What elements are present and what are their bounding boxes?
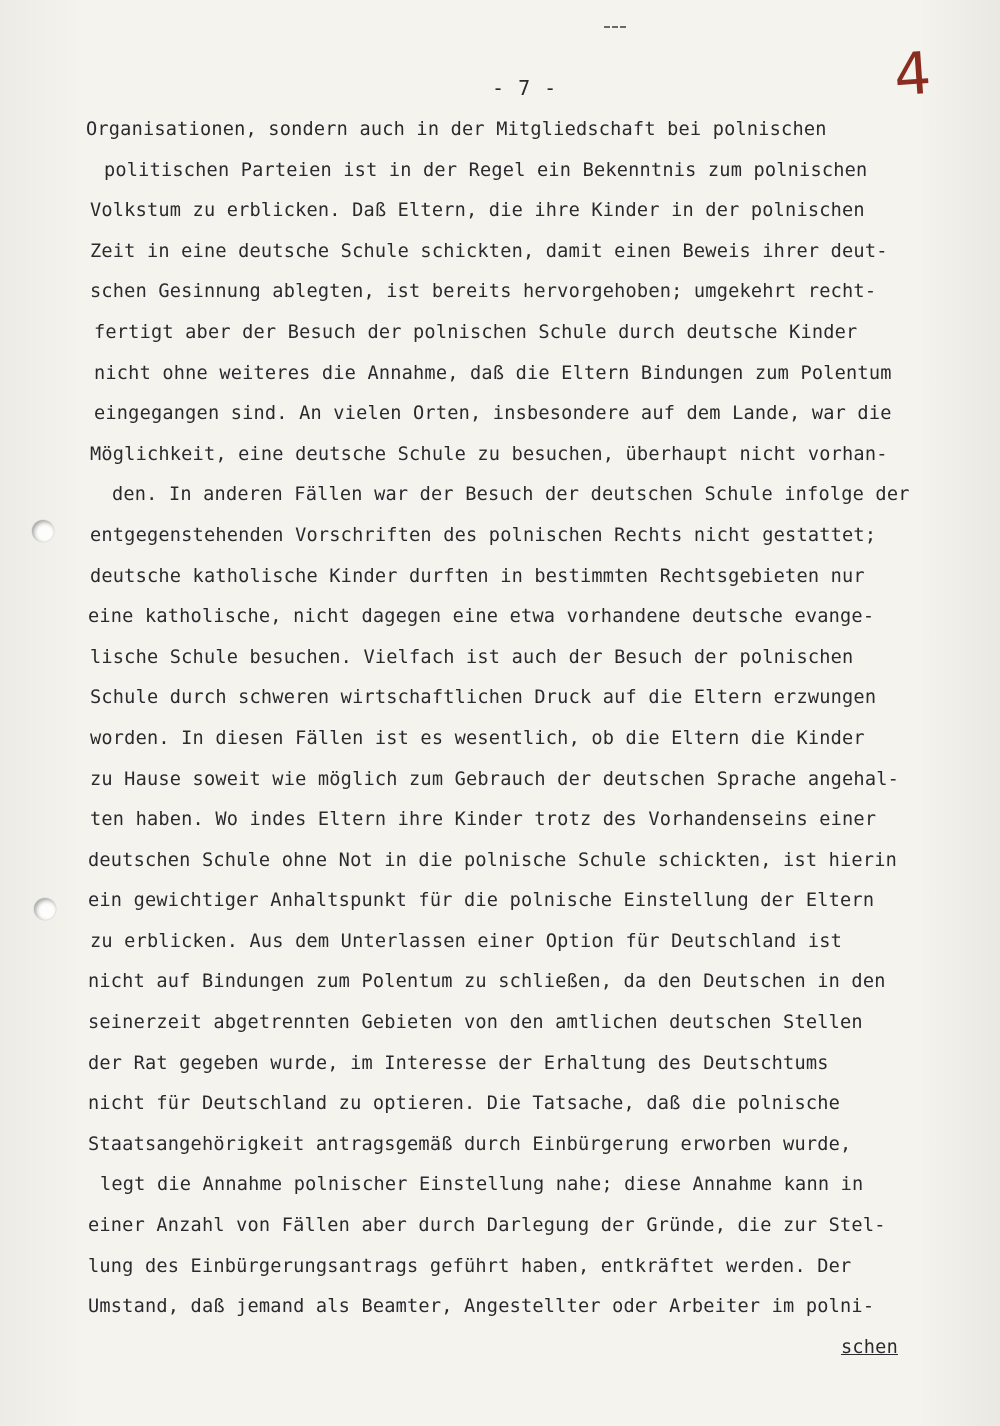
text-line: nicht ohne weiteres die Annahme, daß die Eltern Bindungen zum Polentum <box>94 362 892 384</box>
text-line: nicht auf Bindungen zum Polentum zu schließen, da den Deutschen in den <box>88 971 886 993</box>
text-line: Umstand, daß jemand als Beamter, Angestellter oder Arbeiter im polni- <box>88 1296 875 1318</box>
text-line: seinerzeit abgetrennten Gebieten von den amtlichen deutschen Stellen <box>88 1012 863 1034</box>
handwritten-page-mark: 4 <box>891 38 934 110</box>
text-line: Zeit in eine deutsche Schule schickten, damit einen Beweis ihrer deut- <box>90 240 888 262</box>
text-line: den. In anderen Fällen war der Besuch der deutschen Schule infolge der <box>112 484 910 506</box>
text-line: Möglichkeit, eine deutsche Schule zu besuchen, überhaupt nicht vorhan- <box>90 443 888 465</box>
text-line: ten haben. Wo indes Eltern ihre Kinder trotz des Vorhandenseins einer <box>90 809 877 831</box>
text-line: einer Anzahl von Fällen aber durch Darlegung der Gründe, die zur Stel- <box>88 1215 886 1237</box>
text-line: politischen Parteien ist in der Regel ein Bekenntnis zum polnischen <box>104 159 868 181</box>
text-line: Volkstum zu erblicken. Daß Eltern, die ihre Kinder in der polnischen <box>90 200 865 222</box>
text-line: entgegenstehenden Vorschriften des polnischen Rechts nicht gestattet; <box>90 524 877 546</box>
text-line: eingegangen sind. An vielen Orten, insbesondere auf dem Lande, war die <box>94 403 892 425</box>
catchword: schen <box>841 1336 898 1358</box>
text-line: legt die Annahme polnischer Einstellung nahe; diese Annahme kann in <box>100 1174 864 1196</box>
text-line: Schule durch schweren wirtschaftlichen Druck auf die Eltern erzwungen <box>90 687 877 709</box>
text-line: worden. In diesen Fällen ist es wesentlich, ob die Eltern die Kinder <box>90 727 865 749</box>
text-line: Staatsangehörigkeit antragsgemäß durch Einbürgerung erworben wurde, <box>88 1133 852 1155</box>
text-line: nicht für Deutschland zu optieren. Die Tatsache, daß die polnische <box>88 1093 841 1115</box>
text-line: zu Hause soweit wie möglich zum Gebrauch der deutschen Sprache angehal- <box>90 768 900 790</box>
punch-hole-bottom <box>34 898 56 920</box>
text-line: schen Gesinnung ablegten, ist bereits hervorgehoben; umgekehrt recht- <box>90 281 877 303</box>
body-text <box>86 116 986 1374</box>
text-line: deutsche katholische Kinder durften in bestimmten Rechtsgebieten nur <box>90 565 865 587</box>
text-line: zu erblicken. Aus dem Unterlassen einer Option für Deutschland ist <box>90 930 843 952</box>
text-line: Organisationen, sondern auch in der Mitgliedschaft bei polnischen <box>86 119 827 140</box>
text-line: fertigt aber der Besuch der polnischen Schule durch deutsche Kinder <box>94 321 858 343</box>
text-line: der Rat gegeben wurde, im Interesse der Erhaltung des Deutschtums <box>88 1052 829 1074</box>
text-line: deutschen Schule ohne Not in die polnische Schule schickten, ist hierin <box>88 849 898 871</box>
text-line: lung des Einbürgerungsantrags geführt haben, entkräftet werden. Der <box>88 1255 852 1277</box>
punch-hole-top <box>32 520 54 542</box>
page-number: - 7 - <box>492 76 558 100</box>
text-line: ein gewichtiger Anhaltspunkt für die polnische Einstellung der Eltern <box>88 890 875 912</box>
text-line: lische Schule besuchen. Vielfach ist auch der Besuch der polnischen <box>90 646 854 668</box>
text-line: eine katholische, nicht dagegen eine etwa vorhandene deutsche evange- <box>88 606 875 628</box>
top-dash-marker <box>604 26 626 31</box>
